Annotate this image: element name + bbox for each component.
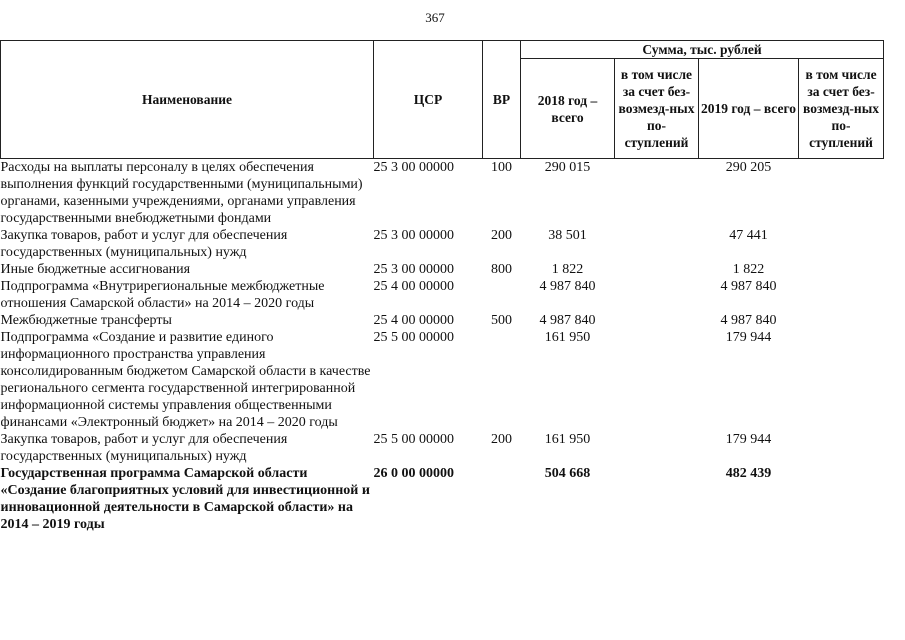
row-2019-total: 4 987 840 (720, 279, 777, 294)
table-row (1, 465, 884, 533)
row-vr (483, 278, 521, 312)
row-name: Межбюджетные трансферты (0, 313, 172, 328)
page-number: 367 (425, 10, 445, 25)
row-csr: 25 4 00 00000 (373, 313, 454, 328)
row-2018-total: 4 987 840 (539, 279, 596, 294)
row-vr: 800 (491, 262, 512, 277)
row-2018-grants (615, 329, 699, 431)
header-2018-total: 2018 год – всего (521, 59, 615, 159)
header-2019-grants: в том числе за счет без-возмезд-ных по-ступлений (799, 59, 884, 159)
header-csr: ЦСР (374, 41, 483, 159)
header-2019-total: 2019 год – всего (699, 59, 799, 159)
row-name: Иные бюджетные ассигнования (0, 262, 191, 277)
row-vr (483, 465, 521, 533)
row-vr: 200 (491, 228, 512, 243)
row-2019-total: 290 205 (725, 160, 772, 175)
row-2018-grants (615, 261, 699, 278)
header-name: Наименование (1, 41, 374, 159)
row-csr: 25 3 00 00000 (373, 262, 454, 277)
row-2019-grants (799, 465, 884, 533)
row-2018-total: 161 950 (544, 432, 591, 447)
row-2019-total: 4 987 840 (720, 313, 777, 328)
row-csr: 25 4 00 00000 (373, 279, 454, 294)
row-2019-grants (799, 159, 884, 228)
row-2019-total: 482 439 (725, 466, 772, 481)
row-2018-grants (615, 431, 699, 465)
row-2019-grants (799, 278, 884, 312)
row-vr: 200 (491, 432, 512, 447)
row-2018-grants (615, 159, 699, 228)
row-name: Закупка товаров, работ и услуг для обеспечения государственных (муниципальных) нужд (0, 228, 288, 260)
row-vr: 500 (491, 313, 512, 328)
row-2018-total: 4 987 840 (539, 313, 596, 328)
row-2019-grants (799, 261, 884, 278)
row-csr: 25 3 00 00000 (373, 160, 454, 175)
row-csr: 25 3 00 00000 (373, 228, 454, 243)
row-vr (483, 329, 521, 431)
row-2018-total: 504 668 (544, 466, 591, 481)
table-row (1, 278, 884, 312)
table-row (1, 329, 884, 431)
table-row (1, 261, 884, 278)
row-name: Подпрограмма «Внутрирегиональные межбюджетные отношения Самарской области» на 2014 – 2020 годы (0, 279, 325, 311)
row-name: Подпрограмма «Создание и развитие единого информационного пространства управления консолидированным бюджетом Самарской области в качестве регионального сегмента государственной интегрированной информационной системы управления общественными финансами «Электронный бюджет» на 2014 – 2020 годы (0, 330, 371, 430)
table-row (1, 431, 884, 465)
row-2018-total: 38 501 (548, 228, 587, 243)
row-2018-grants (615, 278, 699, 312)
row-2019-grants (799, 227, 884, 261)
table-row (1, 227, 884, 261)
row-2019-total: 1 822 (732, 262, 765, 277)
header-2018-grants: в том числе за счет без-возмезд-ных по-ступлений (615, 59, 699, 159)
row-2018-grants (615, 312, 699, 329)
row-2019-total: 179 944 (725, 330, 772, 345)
row-2019-grants (799, 329, 884, 431)
row-csr: 26 0 00 00000 (373, 466, 454, 481)
header-sum-group: Сумма, тыс. рублей (521, 41, 884, 59)
row-2018-total: 1 822 (551, 262, 584, 277)
row-name: Государственная программа Самарской области «Создание благоприятных условий для инвестиционной и инновационной деятельности в Самарской области» на 2014 – 2019 годы (0, 466, 370, 532)
row-2019-total: 179 944 (725, 432, 772, 447)
row-2018-grants (615, 465, 699, 533)
table-row (1, 159, 884, 228)
row-name: Расходы на выплаты персоналу в целях обеспечения выполнения функций государственными (муниципальными) органами, казенными учреждениями, органами управления государственными внебюджетными фондами (0, 160, 363, 226)
header-vr: ВР (483, 41, 521, 159)
row-2019-grants (799, 431, 884, 465)
row-csr: 25 5 00 00000 (373, 330, 454, 345)
row-vr: 100 (491, 160, 512, 175)
row-name: Закупка товаров, работ и услуг для обеспечения государственных (муниципальных) нужд (0, 432, 288, 464)
row-2018-grants (615, 227, 699, 261)
row-2019-total: 47 441 (729, 228, 768, 243)
row-2019-grants (799, 312, 884, 329)
table-row (1, 312, 884, 329)
row-2018-total: 290 015 (544, 160, 591, 175)
row-csr: 25 5 00 00000 (373, 432, 454, 447)
budget-table (0, 40, 884, 533)
row-2018-total: 161 950 (544, 330, 591, 345)
